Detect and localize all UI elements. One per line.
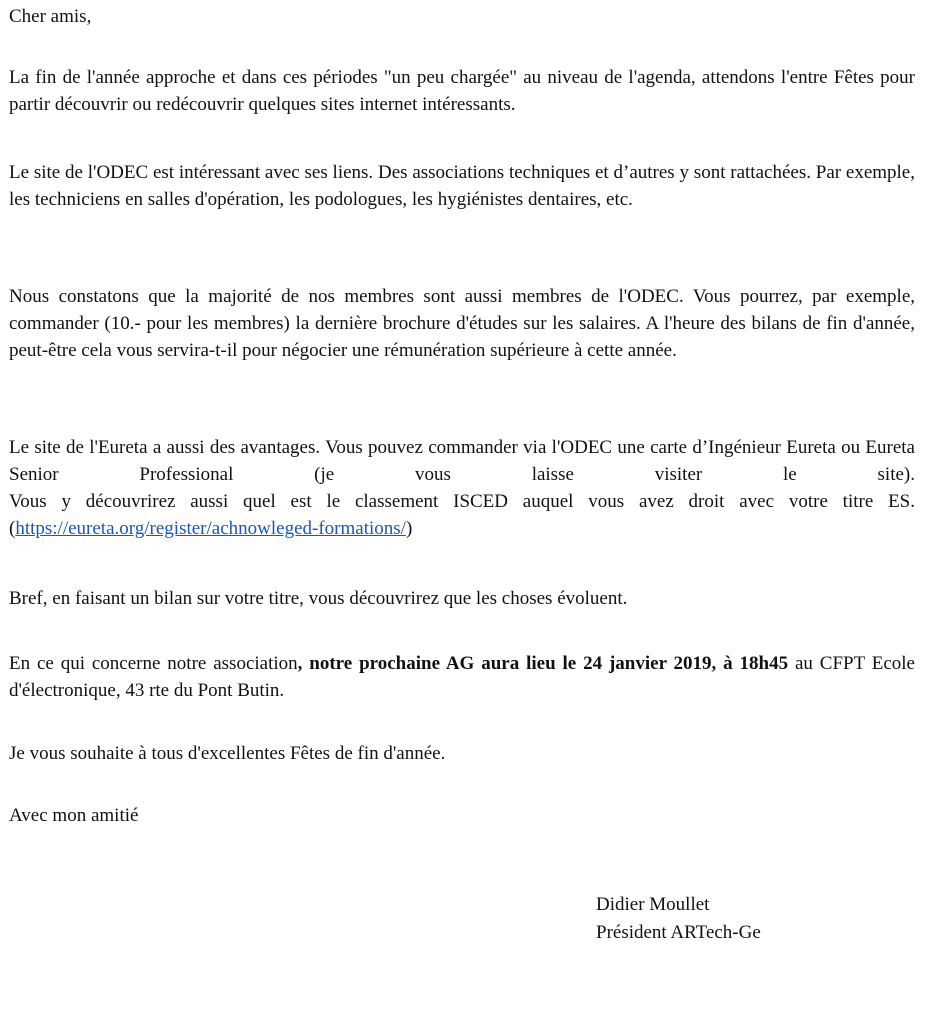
greeting: Cher amis,	[9, 6, 92, 27]
eureta-text-line1: Le site de l'Eureta a aussi des avantages. Vous pouvez commander via l'ODEC une carte d’Ingénieur Eureta ou Eureta Senior Professional (je vous laisse visiter le site).	[9, 437, 915, 485]
signature-name: Didier Moullet	[596, 894, 710, 915]
paragraph-ag-meeting	[9, 650, 915, 704]
link-open-paren: (	[9, 518, 16, 539]
paragraph-eureta	[9, 434, 915, 542]
paragraph-summary: Bref, en faisant un bilan sur votre titre, vous découvrirez que les choses évoluent.	[9, 588, 628, 609]
eureta-link[interactable]: https://eureta.org/register/achnowleged-formations/	[15, 518, 406, 539]
paragraph-wishes: Je vous souhaite à tous d'excellentes Fêtes de fin d'année.	[9, 743, 446, 764]
paragraph-intro: La fin de l'année approche et dans ces périodes "un peu chargée" au niveau de l'agenda, attendons l'entre Fêtes pour partir découvrir ou redécouvrir quelques sites internet intéressants.	[9, 67, 915, 115]
link-close-paren: )	[405, 518, 413, 539]
ag-location: au CFPT Ecole d'électronique, 43 rte du Pont Butin.	[9, 653, 915, 701]
ag-prefix: En ce qui concerne notre association	[9, 653, 298, 674]
eureta-text-line2: Vous y découvrirez aussi quel est le classement ISCED auquel vous avez droit avec votre titre ES.	[9, 491, 915, 512]
paragraph-odec-members: Nous constatons que la majorité de nos membres sont aussi membres de l'ODEC. Vous pourrez, par exemple, commander (10.- pour les membres) la dernière brochure d'études sur les salaires. A l'heure des bilans de fin d'année, peut-être cela vous servira-t-il pour négocier une rémunération supérieure à cette année.	[9, 286, 915, 361]
eureta-link-line	[9, 515, 915, 542]
paragraph-odec-site: Le site de l'ODEC est intéressant avec ses liens. Des associations techniques et d’autres y sont rattachées. Par exemple, les techniciens en salles d'opération, les podologues, les hygiénistes dentaires, etc.	[9, 162, 915, 210]
signature-block	[596, 891, 761, 947]
closing: Avec mon amitié	[9, 805, 139, 826]
signature-title: Président ARTech-Ge	[596, 922, 761, 943]
ag-meeting-details: , notre prochaine AG aura lieu le 24 janvier 2019, à 18h45	[297, 653, 789, 674]
